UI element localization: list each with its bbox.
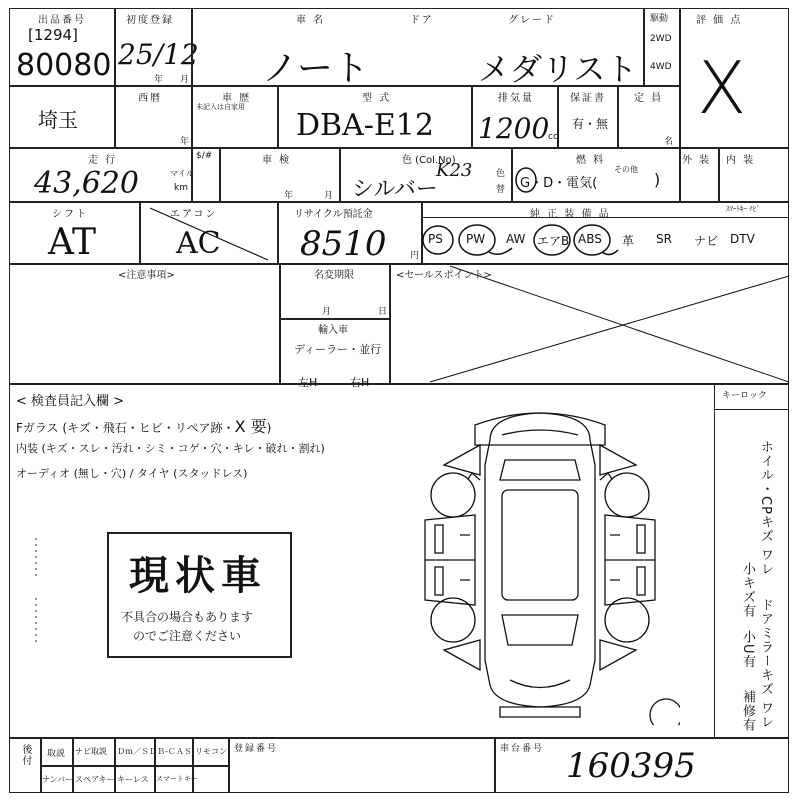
history-label: 車 歴 [222,93,252,104]
ac-label: エアコン [170,209,218,220]
inspector-line2: 内装 (キズ・スレ・汚れ・シミ・コゲ・穴・キレ・破れ・割れ) [16,442,325,455]
title-day: 日 [378,307,388,317]
equip-item-airbag: エアB [537,234,570,248]
color-value: シルバー [352,177,438,202]
fuel-other: その他 [614,165,638,174]
shift-label: シフト [52,209,88,220]
sales-label: <セールスポイント> [396,270,492,281]
registration-label: 登録番号 [234,744,279,754]
acc-remote: リモコン [195,747,227,756]
smart-label: ｽﾏｰﾄｷｰ ﾅﾋﾞ [726,205,760,213]
roof [502,490,578,600]
warranty-value: 有・無 [572,117,609,131]
sales-cross [390,264,789,384]
spare-tire [650,699,680,725]
shift-value: AT [48,222,97,263]
recycle-value: 8510 [300,224,387,264]
acc-plate: ナンバー [42,775,74,784]
inspector-line1 [16,414,271,437]
first-reg-year-unit: 年 [154,75,164,85]
grade-value: メダリスト [478,50,638,88]
inspection-label: 車 検 [262,155,292,166]
windshield [500,460,580,480]
drive-4wd: 4WD [650,62,672,72]
acc-keyless: キーレス [117,775,149,784]
car-diagram [420,405,680,725]
first-reg-month-unit: 月 [180,75,190,85]
legend-col3: 小U有 [740,630,755,669]
score-label: 評 価 点 [696,15,743,26]
equip-item-abs: ABS [578,232,602,246]
fuel-options: G・D・電気( [520,176,598,191]
legend-col2a: 小キズ有 [740,562,755,618]
equip-item-sr: SR [656,232,672,246]
stamp-title: 現状車 [129,553,267,599]
lot-label: 出品番号 [38,15,86,26]
mileage-unit-mile: マイル [170,169,194,178]
recycle-unit: 円 [410,251,420,261]
mileage-label: 走 行 [88,155,118,166]
exterior-label: 外 装 [682,155,712,166]
warranty-label: 保証書 [570,93,606,104]
notes-label: <注意事項> [118,270,175,281]
title-month: 月 [322,307,332,317]
acc-smart-key: スマートキー [156,775,198,783]
first-reg-value: 25/12 [118,38,199,71]
model-value: DBA-E12 [296,108,434,143]
acc-bcas: Ｂ-ＣＡＳ [157,747,192,756]
keylock-divider [714,410,715,738]
inspector-line3: オーディオ (無し・穴) / タイヤ (スタッドレス) [16,467,248,480]
accessory-label: 後付 [20,744,31,766]
lot-number: 80080 [16,48,112,83]
current-condition-stamp [107,532,292,658]
acc-spare-key: スペアキー [75,775,115,784]
car-name-value: ノート [262,48,369,89]
glass-text: Fガラス (キズ・飛石・ヒビ・リペア跡・ [16,421,235,435]
inspection-month: 月 [324,191,334,201]
displacement-label: 排気量 [498,93,534,104]
fuel-close: ) [654,170,661,189]
chassis-value: 160395 [566,746,696,786]
acc-cell [193,766,229,793]
drive-2wd: 2WD [650,34,672,44]
model-label: 型 式 [362,93,392,104]
import-label: 輸入車 [318,325,348,336]
equip-item-aw: AW [506,232,526,246]
displacement-value: 1200 [478,112,550,145]
western-label: 西暦 [138,93,162,104]
western-year-unit: 年 [180,137,190,147]
keylock-label: キーロック [722,391,767,401]
import-right: 右H [350,376,370,389]
equip-label: 純 正 装 備 品 [530,209,611,220]
glass-mark: X 要 [234,417,267,436]
equip-item-leather: 革 [622,234,635,248]
mileage-unit-km: km [174,183,188,193]
equip-item-pw: PW [466,232,486,246]
legend-col2b: ドアミラーキズ ワレ [758,598,773,730]
left-dotted-marks [30,538,46,648]
notes-cell [9,264,280,384]
acc-navi-manual: ナビ取説 [75,747,107,756]
displacement-unit: cc [548,132,558,142]
inspector-title: < 検査員記入欄 > [16,394,125,409]
acc-manual: 取説 [47,749,66,759]
chassis-label: 車台番号 [500,744,545,754]
tire-front-right [605,473,649,517]
ac-strike [140,202,278,264]
car-name-label: 車 名 [296,15,326,26]
equip-item-navi: ナビ [694,234,719,248]
color-code: K23 [436,160,473,181]
capacity-label: 定 員 [634,93,664,104]
ac-value: AC [176,226,221,261]
color-change: 色替 [496,169,506,195]
title-label: 名変期限 [314,270,354,281]
lot-bracket: [1294] [28,26,78,44]
tire-front-left [431,473,475,517]
equip-circles [422,218,622,264]
legend-col1: ホイル・CPキズ ワレ [758,440,773,577]
sa-label: $/# [196,151,213,161]
interior-label: 内 装 [726,155,756,166]
stamp-line1: 不具合の場合もあります [121,610,254,624]
door-label: ドア [410,15,434,26]
equip-item-ps: PS [428,232,443,246]
glass-close: ) [266,421,272,435]
import-dealer: ディーラー・並行 [294,343,382,356]
legend-col4: 補修有 [740,690,755,732]
inspection-year: 年 [284,191,294,201]
grade-label: グレード [508,15,556,26]
region-value: 埼玉 [38,108,78,132]
stamp-line2: のでご注意ください [133,629,242,643]
drive-label: 駆動 [650,14,669,24]
rear-window [502,615,578,645]
fuel-label: 燃 料 [576,155,606,166]
equip-item-dtv: DTV [730,232,755,246]
first-reg-label: 初度登録 [126,15,174,26]
acc-dmsd: Ｄｍ／ＳＤ [117,747,157,756]
score-value: X [697,46,747,130]
color-label: 色 (Col.No) [402,155,456,166]
capacity-unit: 名 [664,137,674,147]
import-left: 左H [298,376,318,389]
recycle-label: リサイクル預託金 [294,209,373,220]
fuel-g-circle [514,166,538,194]
history-note: 未記入は自家用 [196,103,245,111]
mileage-value: 43,620 [34,166,139,201]
